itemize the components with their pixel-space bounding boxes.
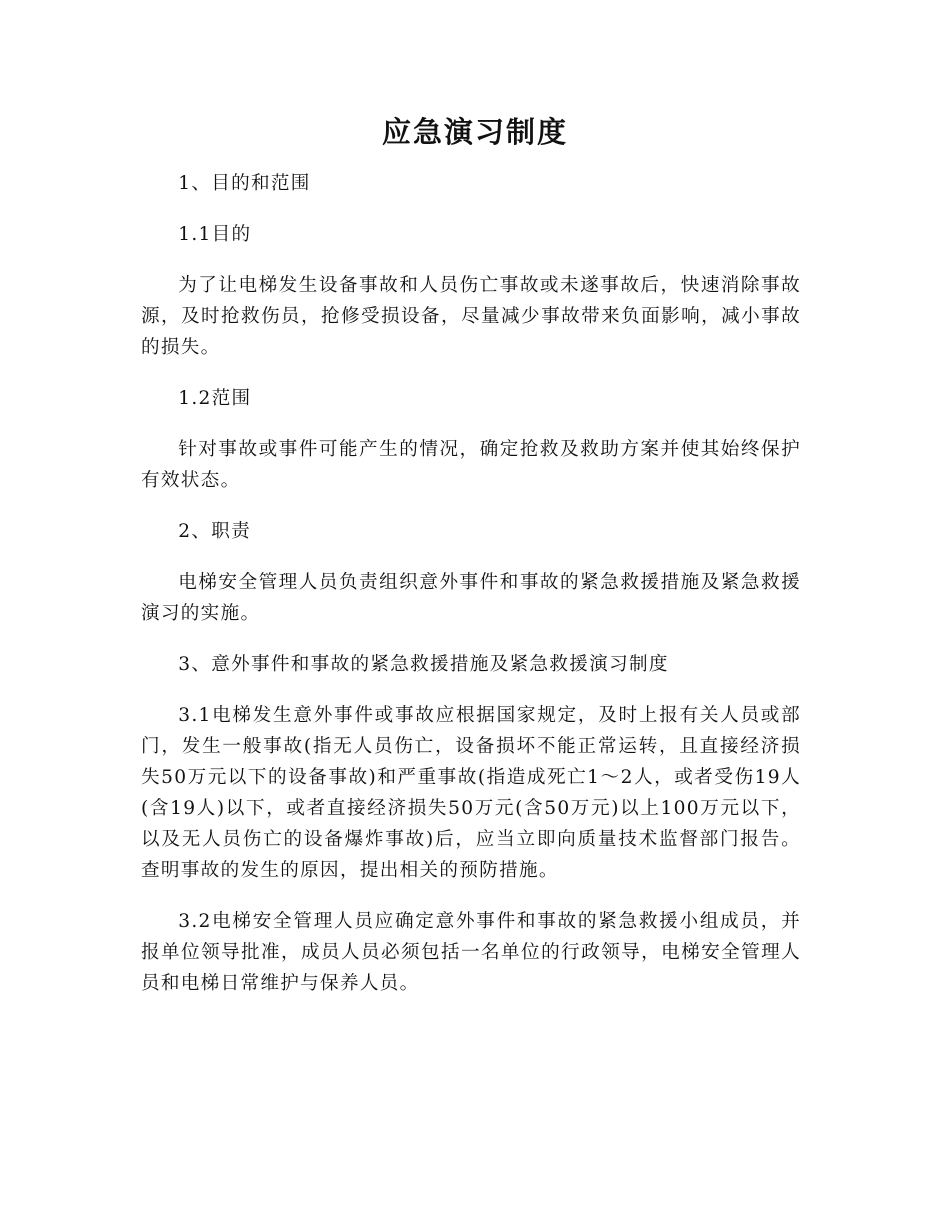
paragraph-responsibility: 电梯安全管理人员负责组织意外事件和事故的紧急救援措施及紧急救援演习的实施。 xyxy=(141,572,801,624)
paragraph-3-1: 3.1电梯发生意外事件或事故应根据国家规定，及时上报有关人员或部门，发生一般事故(指无人员伤亡，设备损坏不能正常运转，且直接经济损失50万元以下的设备事故)和严重事故(指造成死亡1～2人，或者受伤19人(含19人)以下，或者直接经济损失50万元(含50万元)以上100万元以下，以及无人员伤亡的设备爆炸事故)后，应当立即向质量技术监督部门报告。查明事故的发生的原因，提出相关的预防措施。 xyxy=(141,705,801,881)
paragraph-scope: 针对事故或事件可能产生的情况，确定抢救及救助方案并使其始终保护有效状态。 xyxy=(141,439,801,491)
paragraph-purpose: 为了让电梯发生设备事故和人员伤亡事故或未遂事故后，快速消除事故源，及时抢救伤员，抢修受损设备，尽量减少事故带来负面影响，减小事故的损失。 xyxy=(141,275,801,358)
section-heading-1: 1、目的和范围 xyxy=(178,173,311,194)
section-heading-3: 3、意外事件和事故的紧急救援措施及紧急救援演习制度 xyxy=(178,654,669,675)
page-title: 应急演习制度 xyxy=(381,115,568,149)
paragraph-3-2: 3.2电梯安全管理人员应确定意外事件和事故的紧急救援小组成员，并报单位领导批准，成员人员必须包括一名单位的行政领导，电梯安全管理人员和电梯日常维护与保养人员。 xyxy=(141,911,801,994)
section-heading-2: 2、职责 xyxy=(178,521,251,542)
subsection-heading-1-1: 1.1目的 xyxy=(178,224,252,245)
document-body xyxy=(141,168,801,1019)
subsection-heading-1-2: 1.2范围 xyxy=(178,388,252,409)
